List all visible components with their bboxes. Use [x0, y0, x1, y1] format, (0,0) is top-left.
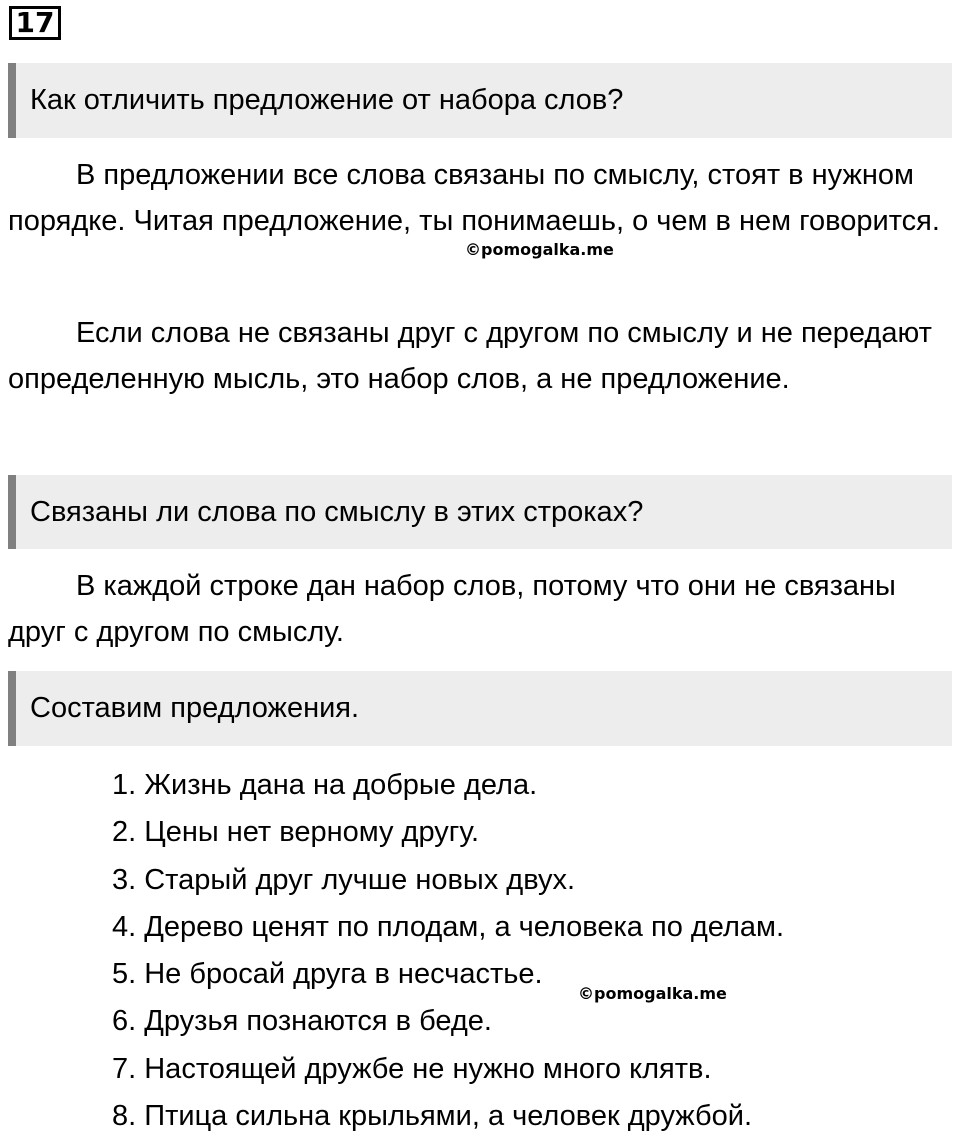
- sentence-list: [112, 762, 784, 1140]
- answer-paragraph: [8, 563, 952, 655]
- question-text: Составим предложения.: [30, 692, 360, 724]
- question-text: Связаны ли слова по смыслу в этих строках?: [30, 495, 644, 528]
- watermark: ©pomogalka.me: [465, 240, 614, 259]
- watermark: ©pomogalka.me: [578, 984, 727, 1003]
- list-item: 1. Жизнь дана на добрые дела.: [112, 769, 538, 801]
- paragraph-text: Если слова не связаны друг с другом по смыслу и не передают определенную мысль, это набор слов, а не предложение.: [8, 317, 932, 395]
- list-item: 3. Старый друг лучше новых двух.: [112, 863, 576, 896]
- list-item: 7. Настоящей дружбе не нужно много клятв.: [112, 1052, 712, 1085]
- question-bar-3: [8, 671, 952, 746]
- list-item: 6. Друзья познаются в беде.: [112, 1005, 492, 1038]
- list-item: 2. Цены нет верному другу.: [112, 816, 480, 849]
- list-item: 4. Дерево ценят по плодам, а человека по делам.: [112, 910, 785, 943]
- question-text: Как отличить предложение от набора слов?: [30, 84, 624, 116]
- question-bar-1: [8, 63, 952, 138]
- task-number-box: 17: [9, 6, 61, 40]
- answer-paragraph: [8, 152, 952, 244]
- question-bar-2: [8, 475, 952, 549]
- paragraph-text: В предложении все слова связаны по смыслу, стоят в нужном порядке. Читая предложение, ты понимаешь, о чем в нем говорится.: [8, 159, 940, 237]
- list-item: 5. Не бросай друга в несчастье.: [112, 958, 543, 991]
- answer-paragraph: [8, 310, 952, 402]
- list-item: 8. Птица сильна крыльями, а человек дружбой.: [112, 1100, 752, 1133]
- paragraph-text: В каждой строке дан набор слов, потому что они не связаны друг с другом по смыслу.: [8, 570, 896, 648]
